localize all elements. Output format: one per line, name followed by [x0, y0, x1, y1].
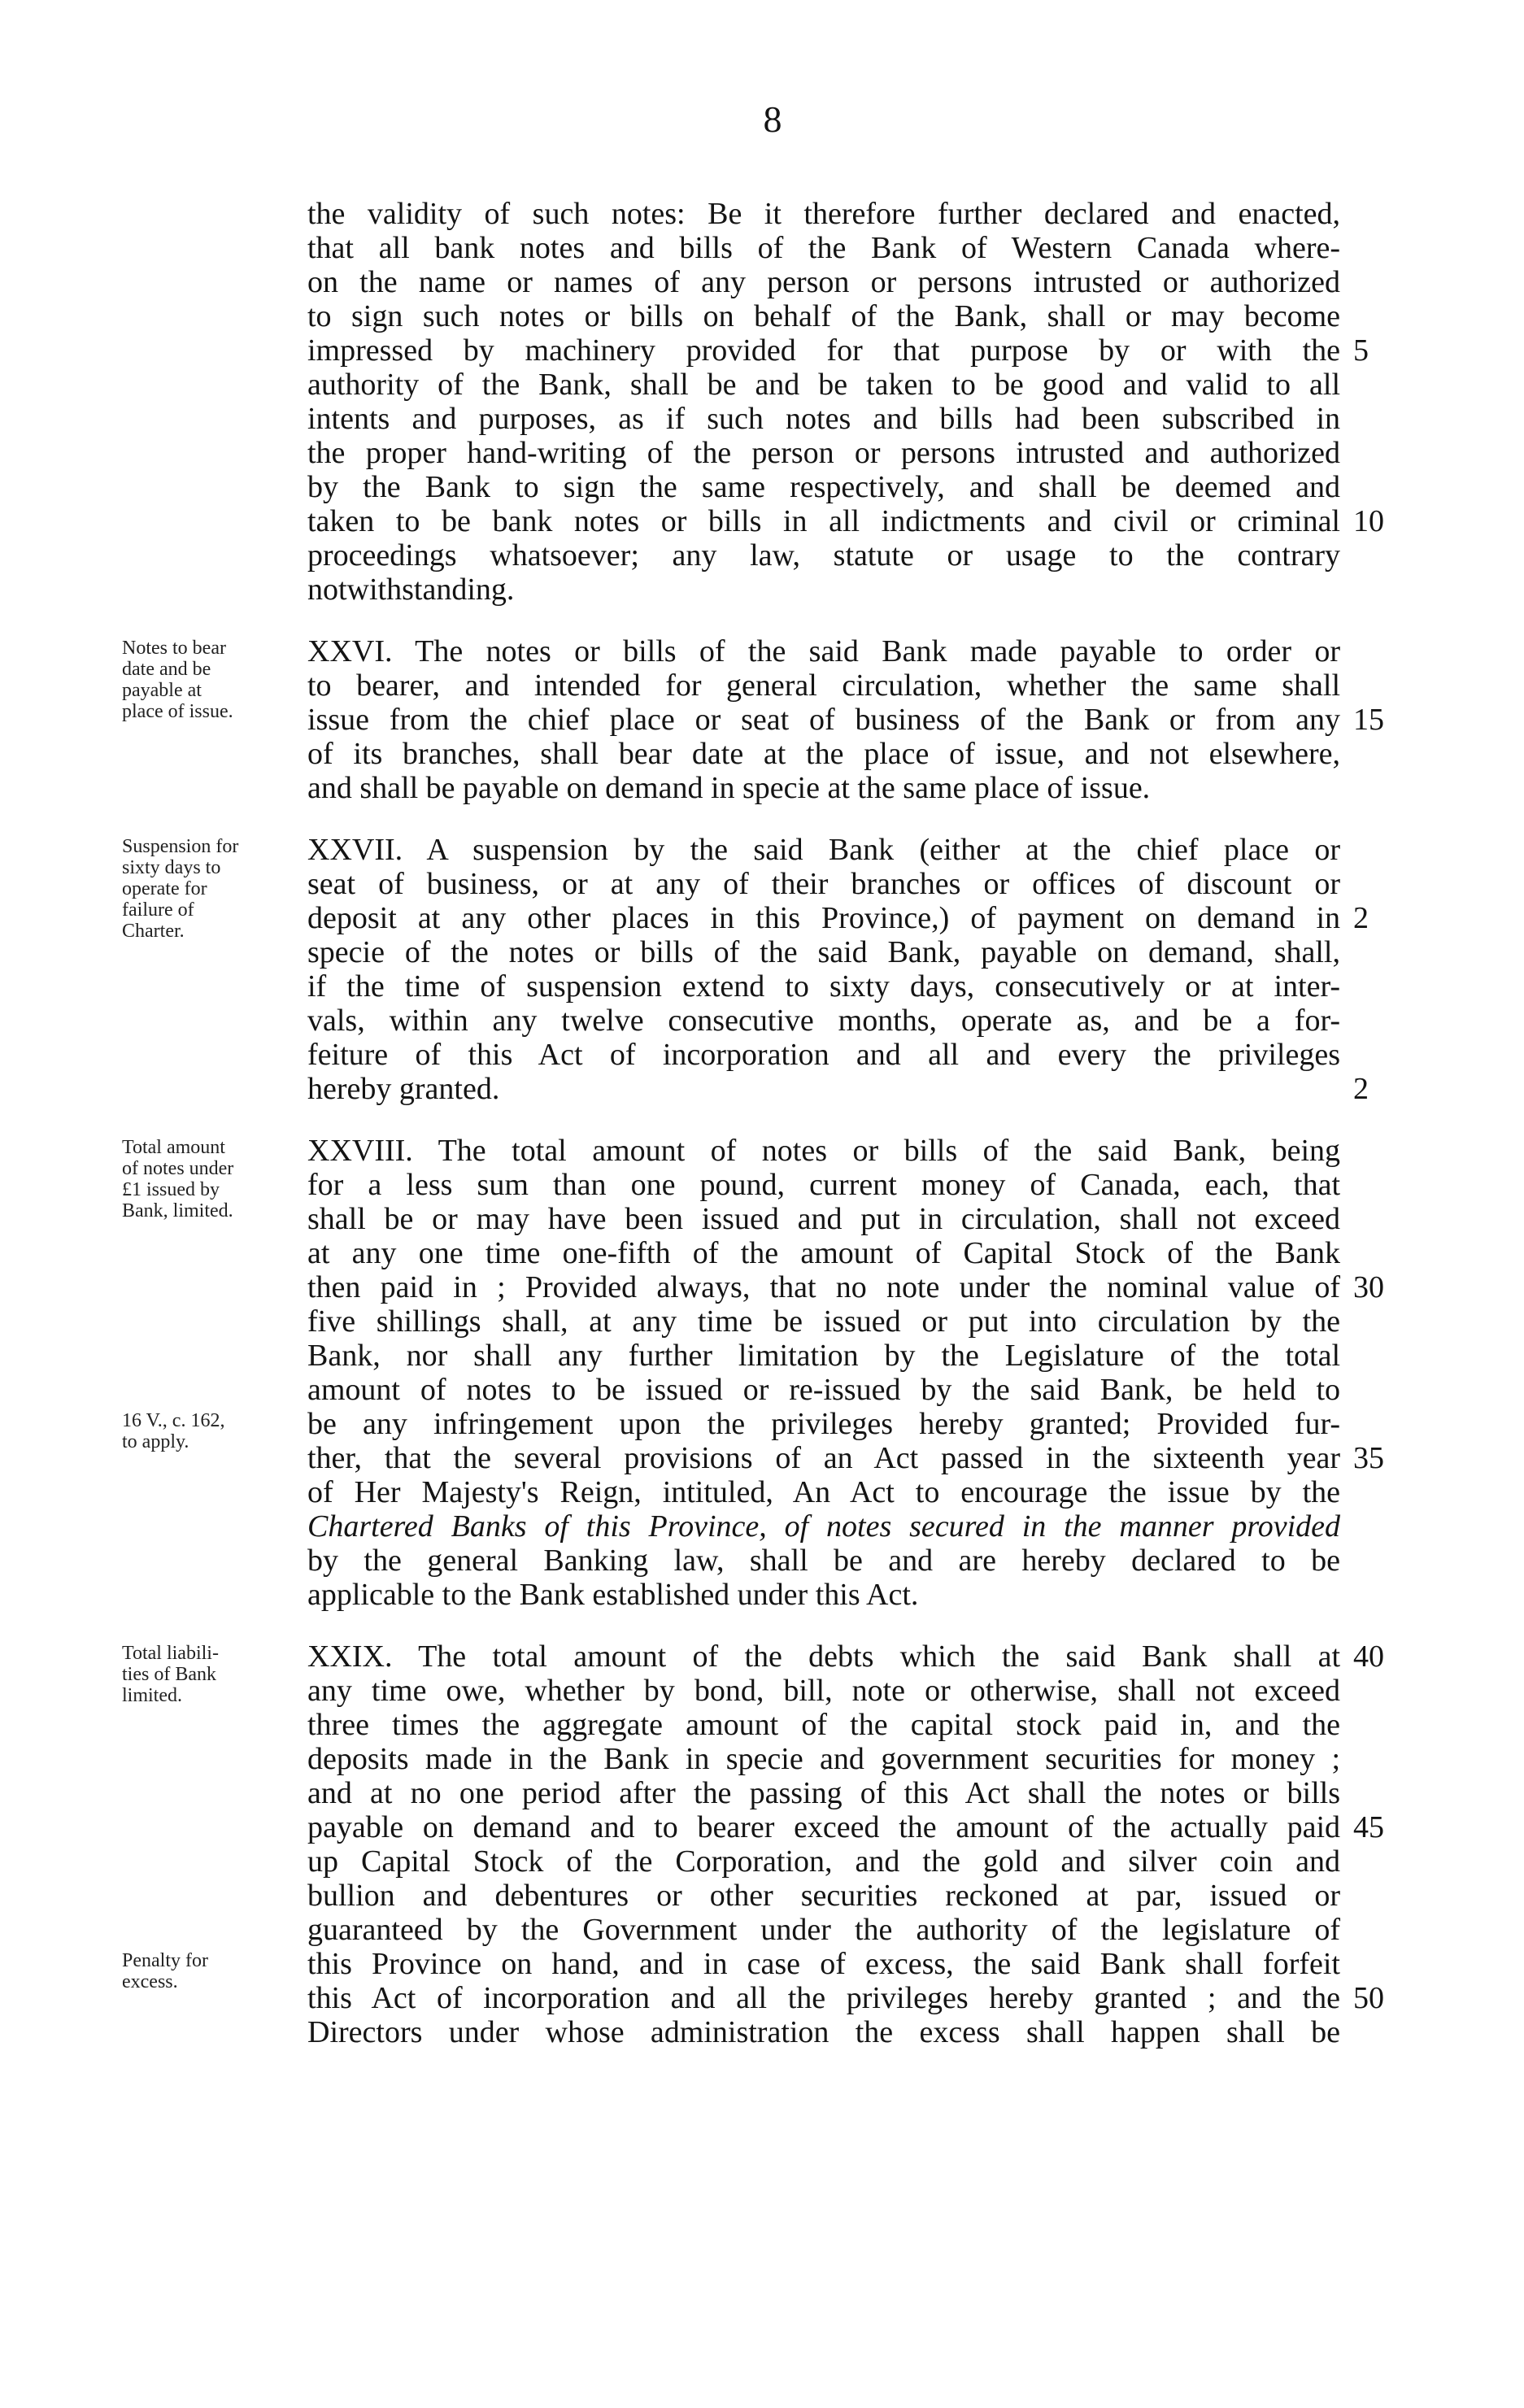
text-line: at any one time one-fifth of the amount of Capital Stock of the Bank — [307, 1236, 1340, 1270]
text-line: XXIX. The total amount of the debts which the said Bank shall at — [307, 1639, 1340, 1674]
text-line: proceedings whatsoever; any law, statute or usage to the contrary — [307, 538, 1340, 573]
margin-note-line: of notes under — [122, 1158, 234, 1179]
text-line: vals, within any twelve consecutive months, operate as, and be a for- — [307, 1004, 1340, 1038]
text-line: of its branches, shall bear date at the place of issue, and not elsewhere, — [307, 737, 1340, 771]
line-number: 35 — [1353, 1441, 1384, 1475]
text-line: up Capital Stock of the Corporation, and the gold and silver coin and — [307, 1844, 1340, 1879]
margin-note-line: Charter. — [122, 921, 185, 942]
line-number: 40 — [1353, 1639, 1384, 1674]
margin-note-line: operate for — [122, 878, 207, 899]
text-line: payable on demand and to bearer exceed the amount of the actually paid — [307, 1810, 1340, 1844]
margin-note-line: place of issue. — [122, 701, 233, 722]
text-line: ther, that the several provisions of an Act passed in the sixteenth year — [307, 1441, 1340, 1475]
margin-note-line: Notes to bear — [122, 638, 226, 659]
text-line: XXVII. A suspension by the said Bank (either at the chief place or — [307, 833, 1340, 867]
text-line: seat of business, or at any of their branches or offices of discount or — [307, 867, 1340, 901]
text-line: the proper hand-writing of the person or persons intrusted and authorized — [307, 436, 1340, 470]
text-line: to bearer, and intended for general circulation, whether the same shall — [307, 668, 1340, 703]
text-line: issue from the chief place or seat of business of the Bank or from any — [307, 703, 1340, 737]
text-line: impressed by machinery provided for that purpose by or with the — [307, 333, 1340, 368]
text-line: notwithstanding. — [307, 573, 515, 607]
margin-note-line: 16 V., c. 162, — [122, 1410, 225, 1431]
margin-note-line: sixty days to — [122, 857, 221, 878]
text-line: amount of notes to be issued or re-issued by the said Bank, be held to — [307, 1373, 1340, 1407]
margin-note-line: excess. — [122, 1971, 178, 1992]
text-line: this Act of incorporation and all the privileges hereby granted ; and the — [307, 1981, 1340, 2015]
margin-note-line: ties of Bank — [122, 1664, 216, 1685]
margin-note-line: limited. — [122, 1685, 182, 1706]
text-line: if the time of suspension extend to sixty days, consecutively or at inter- — [307, 969, 1340, 1004]
text-line: by the general Banking law, shall be and are hereby declared to be — [307, 1544, 1340, 1578]
text-line: then paid in ; Provided always, that no note under the nominal value of — [307, 1270, 1340, 1304]
line-number: 50 — [1353, 1981, 1384, 2015]
text-line: that all bank notes and bills of the Bank of Western Canada where- — [307, 231, 1340, 265]
margin-note-line: Total liabili- — [122, 1643, 219, 1664]
text-line: the validity of such notes: Be it therefore further declared and enacted, — [307, 197, 1340, 231]
margin-note-line: date and be — [122, 659, 211, 680]
text-line: on the name or names of any person or persons intrusted or authorized — [307, 265, 1340, 299]
text-line: authority of the Bank, shall be and be taken to be good and valid to all — [307, 368, 1340, 402]
line-number: 30 — [1353, 1270, 1384, 1304]
margin-note-line: to apply. — [122, 1431, 189, 1452]
page-number: 8 — [763, 98, 782, 140]
margin-note-line: Bank, limited. — [122, 1200, 233, 1221]
text-line: bullion and debentures or other securities reckoned at par, issued or — [307, 1879, 1340, 1913]
text-line: intents and purposes, as if such notes and bills had been subscribed in — [307, 402, 1340, 436]
margin-note-line: Penalty for — [122, 1950, 208, 1971]
text-line: deposit at any other places in this Province,) of payment on demand in — [307, 901, 1340, 935]
text-line: be any infringement upon the privileges hereby granted; Provided fur- — [307, 1407, 1340, 1441]
text-line: XXVIII. The total amount of notes or bills of the said Bank, being — [307, 1134, 1340, 1168]
line-number: 2 — [1353, 901, 1369, 935]
line-number: 10 — [1353, 504, 1384, 538]
margin-note-line: Suspension for — [122, 836, 239, 857]
line-number: 2 — [1353, 1072, 1369, 1106]
text-line: and shall be payable on demand in specie at the same place of issue. — [307, 771, 1151, 805]
text-line: to sign such notes or bills on behalf of the Bank, shall or may become — [307, 299, 1340, 333]
text-line: this Province on hand, and in case of excess, the said Bank shall forfeit — [307, 1947, 1340, 1981]
line-number: 15 — [1353, 703, 1384, 737]
text-line: for a less sum than one pound, current money of Canada, each, that — [307, 1168, 1340, 1202]
text-line: three times the aggregate amount of the capital stock paid in, and the — [307, 1708, 1340, 1742]
text-line: by the Bank to sign the same respectively, and shall be deemed and — [307, 470, 1340, 504]
margin-note-line: payable at — [122, 680, 202, 701]
text-line: applicable to the Bank established under this Act. — [307, 1578, 919, 1612]
text-line: any time owe, whether by bond, bill, note or otherwise, shall not exceed — [307, 1674, 1340, 1708]
line-number: 45 — [1353, 1810, 1384, 1844]
text-line: and at no one period after the passing of this Act shall the notes or bills — [307, 1776, 1340, 1810]
text-line: taken to be bank notes or bills in all indictments and civil or criminal — [307, 504, 1340, 538]
margin-note-line: failure of — [122, 899, 194, 921]
text-line: deposits made in the Bank in specie and government securities for money ; — [307, 1742, 1340, 1776]
text-line-italic: Chartered Banks of this Province, of notes secured in the manner provided — [307, 1509, 1340, 1544]
text-line: guaranteed by the Government under the authority of the legislature of — [307, 1913, 1340, 1947]
text-line: specie of the notes or bills of the said Bank, payable on demand, shall, — [307, 935, 1340, 969]
line-number: 5 — [1353, 333, 1369, 368]
text-line: of Her Majesty's Reign, intituled, An Act to encourage the issue by the — [307, 1475, 1340, 1509]
text-line: XXVI. The notes or bills of the said Bank made payable to order or — [307, 634, 1340, 668]
margin-note-line: £1 issued by — [122, 1179, 220, 1200]
text-line: hereby granted. — [307, 1072, 500, 1106]
text-line: shall be or may have been issued and put in circulation, shall not exceed — [307, 1202, 1340, 1236]
text-line: five shillings shall, at any time be issued or put into circulation by the — [307, 1304, 1340, 1339]
margin-note-line: Total amount — [122, 1137, 225, 1158]
text-line: Bank, nor shall any further limitation by the Legislature of the total — [307, 1339, 1340, 1373]
text-line: feiture of this Act of incorporation and all and every the privileges — [307, 1038, 1340, 1072]
text-line: Directors under whose administration the excess shall happen shall be — [307, 2015, 1340, 2049]
